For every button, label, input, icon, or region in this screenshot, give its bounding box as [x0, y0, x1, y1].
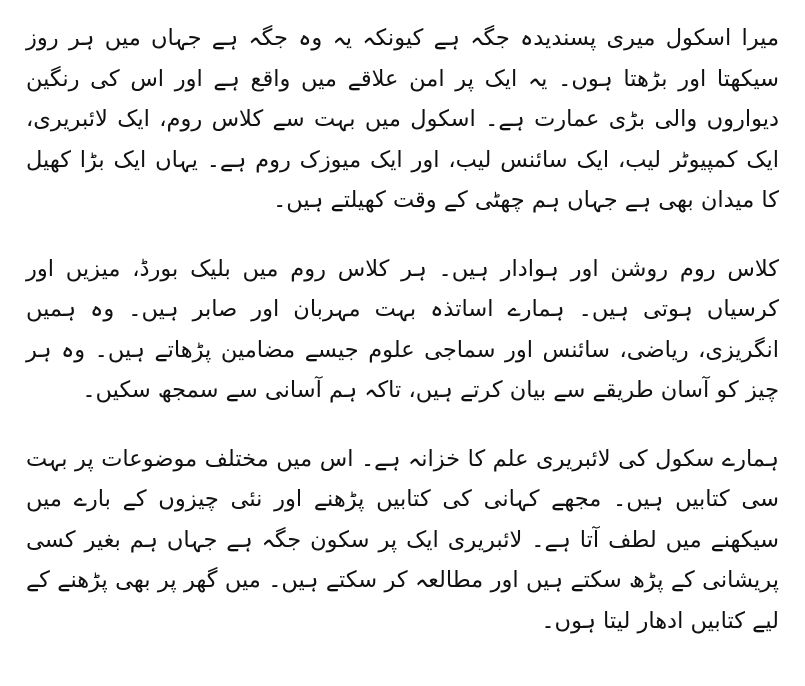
- essay-paragraph-classrooms-teachers: کلاس روم روشن اور ہوادار ہیں۔ ہر کلاس روم میں بلیک بورڈ، میزیں اور کرسیاں ہوتی ہیں۔ ہمارے اساتذہ بہت مہربان اور صابر ہیں۔ وہ ہمیں انگریزی، ریاضی، سائنس اور سماجی علوم جیسے مضامین پڑھاتے ہیں۔ وہ ہر چیز کو آسان طریقے سے بیان کرتے ہیں، تاکہ ہم آسانی سے سمجھ سکیں۔: [26, 255, 779, 403]
- essay-paragraph-school-intro: میرا اسکول میری پسندیدہ جگہ ہے کیونکہ یہ وہ جگہ ہے جہاں میں ہر روز سیکھتا اور بڑھتا ہوں۔ یہ ایک پر امن علاقے میں واقع ہے اور اس کی رنگین دیواروں والی بڑی عمارت ہے۔ اسکول میں بہت سے کلاس روم، ایک لائبریری، ایک کمپیوٹر لیب، ایک سائنس لیب، اور ایک میوزک روم ہے۔ یہاں ایک بڑا کھیل کا میدان بھی ہے جہاں ہم چھٹی کے وقت کھیلتے ہیں۔: [26, 25, 779, 213]
- essay-paragraph-library: ہمارے سکول کی لائبریری علم کا خزانہ ہے۔ اس میں مختلف موضوعات پر بہت سی کتابیں ہیں۔ مجھے کہانی کی کتابیں پڑھنے اور نئی چیزوں کے بارے میں سیکھنے میں لطف آتا ہے۔ لائبریری ایک پر سکون جگہ ہے جہاں ہم بغیر کسی پریشانی کے پڑھ سکتے ہیں اور مطالعہ کر سکتے ہیں۔ میں گھر پر بھی پڑھنے کے لیے کتابیں ادھار لیتا ہوں۔: [26, 445, 779, 634]
